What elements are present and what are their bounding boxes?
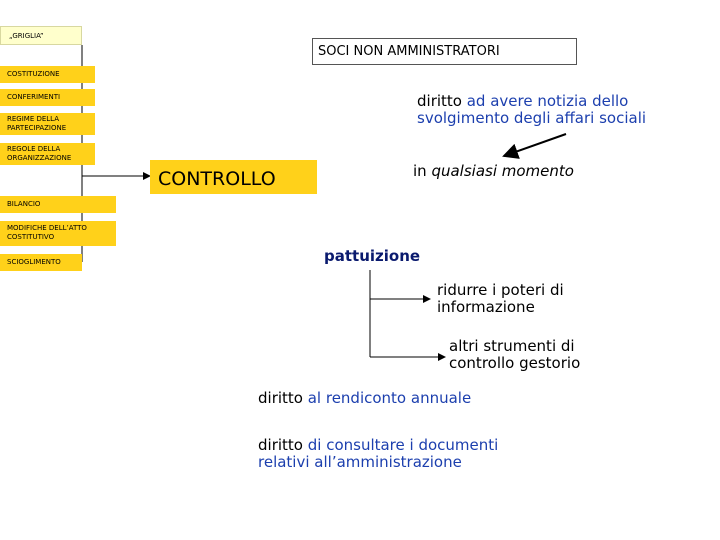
altri-line1: altri strumenti di — [449, 337, 575, 355]
item-regime-partecipazione: REGIME DELLA PARTECIPAZIONE — [0, 113, 95, 135]
ridurre-line2: informazione — [437, 298, 535, 316]
consultare-line2: relativi all’amministrazione — [258, 453, 462, 471]
item-conferimenti: CONFERIMENTI — [0, 89, 95, 106]
consultare-prefix: diritto — [258, 436, 308, 454]
item-regole-organizzazione: REGOLE DELLA ORGANIZZAZIONE — [0, 143, 95, 165]
item-bilancio: BILANCIO — [0, 196, 116, 213]
qualsiasi-momento — [413, 163, 574, 180]
ridurre-line1: ridurre i poteri di — [437, 281, 564, 299]
consultare-highlight: di consultare i documenti — [307, 436, 499, 454]
griglia-label: „GRIGLIA” — [0, 26, 82, 45]
altri-line2: controllo gestorio — [449, 354, 581, 372]
soci-title: SOCI NON AMMINISTRATORI — [312, 38, 577, 65]
item-modifiche-atto: MODIFICHE DELL’ATTO COSTITUTIVO — [0, 221, 116, 246]
diritto-notizia — [417, 93, 646, 127]
diritto-consultare — [258, 437, 498, 471]
momento-italic: qualsiasi momento — [431, 162, 574, 180]
rendiconto-highlight: al rendiconto annuale — [307, 389, 472, 407]
rendiconto-prefix: diritto — [258, 389, 308, 407]
altri-strumenti — [449, 338, 580, 372]
notizia-prefix: diritto — [417, 92, 467, 110]
item-costituzione: COSTITUZIONE — [0, 66, 95, 83]
diritto-rendiconto — [258, 390, 471, 407]
controllo-box: CONTROLLO — [150, 160, 317, 194]
notizia-line2: svolgimento degli affari sociali — [417, 109, 647, 127]
momento-prefix: in — [413, 162, 432, 180]
item-scioglimento: SCIOGLIMENTO — [0, 254, 82, 271]
notizia-highlight: ad avere notizia dello — [466, 92, 629, 110]
ridurre-poteri — [437, 282, 564, 316]
notizia-arrow — [504, 134, 566, 156]
pattuizione-label: pattuizione — [324, 247, 421, 265]
